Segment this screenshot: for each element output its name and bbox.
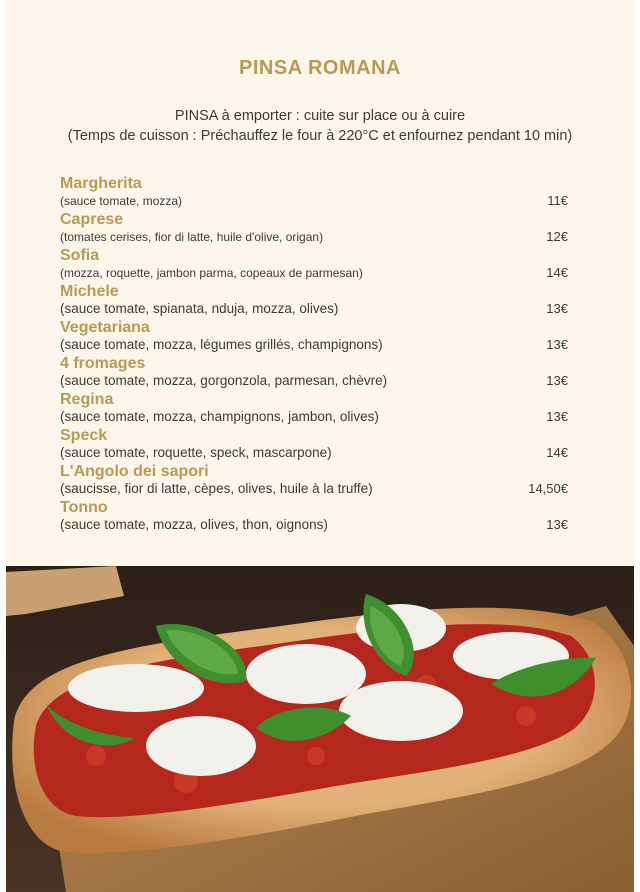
menu-item	[60, 283, 570, 319]
item-name: Tonno	[60, 499, 108, 516]
item-price: 13€	[546, 301, 568, 316]
item-description: (saucisse, fior di latte, cèpes, olives, huile à la truffe)	[60, 481, 373, 496]
item-price: 13€	[546, 373, 568, 388]
item-price: 13€	[546, 337, 568, 352]
page-title: PINSA ROMANA	[239, 57, 401, 79]
menu-item	[60, 175, 570, 211]
item-name: Margherita	[60, 175, 142, 192]
item-description: (sauce tomate, spianata, nduja, mozza, olives)	[60, 301, 339, 316]
item-description: (mozza, roquette, jambon parma, copeaux de parmesan)	[60, 266, 363, 280]
menu-item	[60, 355, 570, 391]
takeaway-info: PINSA à emporter : cuite sur place ou à cuire	[174, 108, 466, 124]
item-name: 4 fromages	[60, 355, 146, 372]
pinsa-photo	[6, 566, 634, 892]
item-description: (sauce tomate, mozza, gorgonzola, parmesan, chèvre)	[60, 373, 388, 388]
item-description: (tomates cerises, fior di latte, huile d'olive, origan)	[60, 230, 324, 244]
item-price: 12€	[546, 229, 568, 244]
item-price: 13€	[546, 517, 568, 532]
item-name: Michele	[60, 283, 119, 300]
menu-item	[60, 391, 570, 427]
cooking-instructions: (Temps de cuisson : Préchauffez le four à 220°C et enfournez pendant 10 min)	[67, 128, 573, 144]
item-description: (sauce tomate, mozza, légumes grillés, champignons)	[60, 337, 383, 352]
subtitle	[6, 106, 634, 146]
item-description: (sauce tomate, mozza, olives, thon, oignons)	[60, 517, 328, 532]
menu-item	[60, 499, 570, 535]
menu-item	[60, 247, 570, 283]
pinsa-illustration	[6, 566, 634, 892]
item-name: Sofia	[60, 247, 100, 264]
menu-item	[60, 319, 570, 355]
menu-page	[6, 0, 634, 892]
item-price: 14€	[546, 445, 568, 460]
item-price: 14,50€	[528, 481, 568, 496]
item-name: L'Angolo dei sapori	[60, 463, 209, 480]
item-price: 11€	[547, 193, 568, 208]
menu-item	[60, 211, 570, 247]
item-description: (sauce tomate, roquette, speck, mascarpone)	[60, 445, 332, 460]
item-name: Speck	[60, 427, 108, 444]
item-price: 14€	[546, 265, 568, 280]
item-name: Regina	[60, 391, 114, 408]
item-description: (sauce tomate, mozza, champignons, jambon, olives)	[60, 409, 379, 424]
menu-item	[60, 463, 570, 499]
item-name: Vegetariana	[60, 319, 150, 336]
item-price: 13€	[546, 409, 568, 424]
menu-item	[60, 427, 570, 463]
item-description: (sauce tomate, mozza)	[60, 194, 183, 208]
item-name: Caprese	[60, 211, 124, 228]
menu-list	[60, 175, 570, 535]
